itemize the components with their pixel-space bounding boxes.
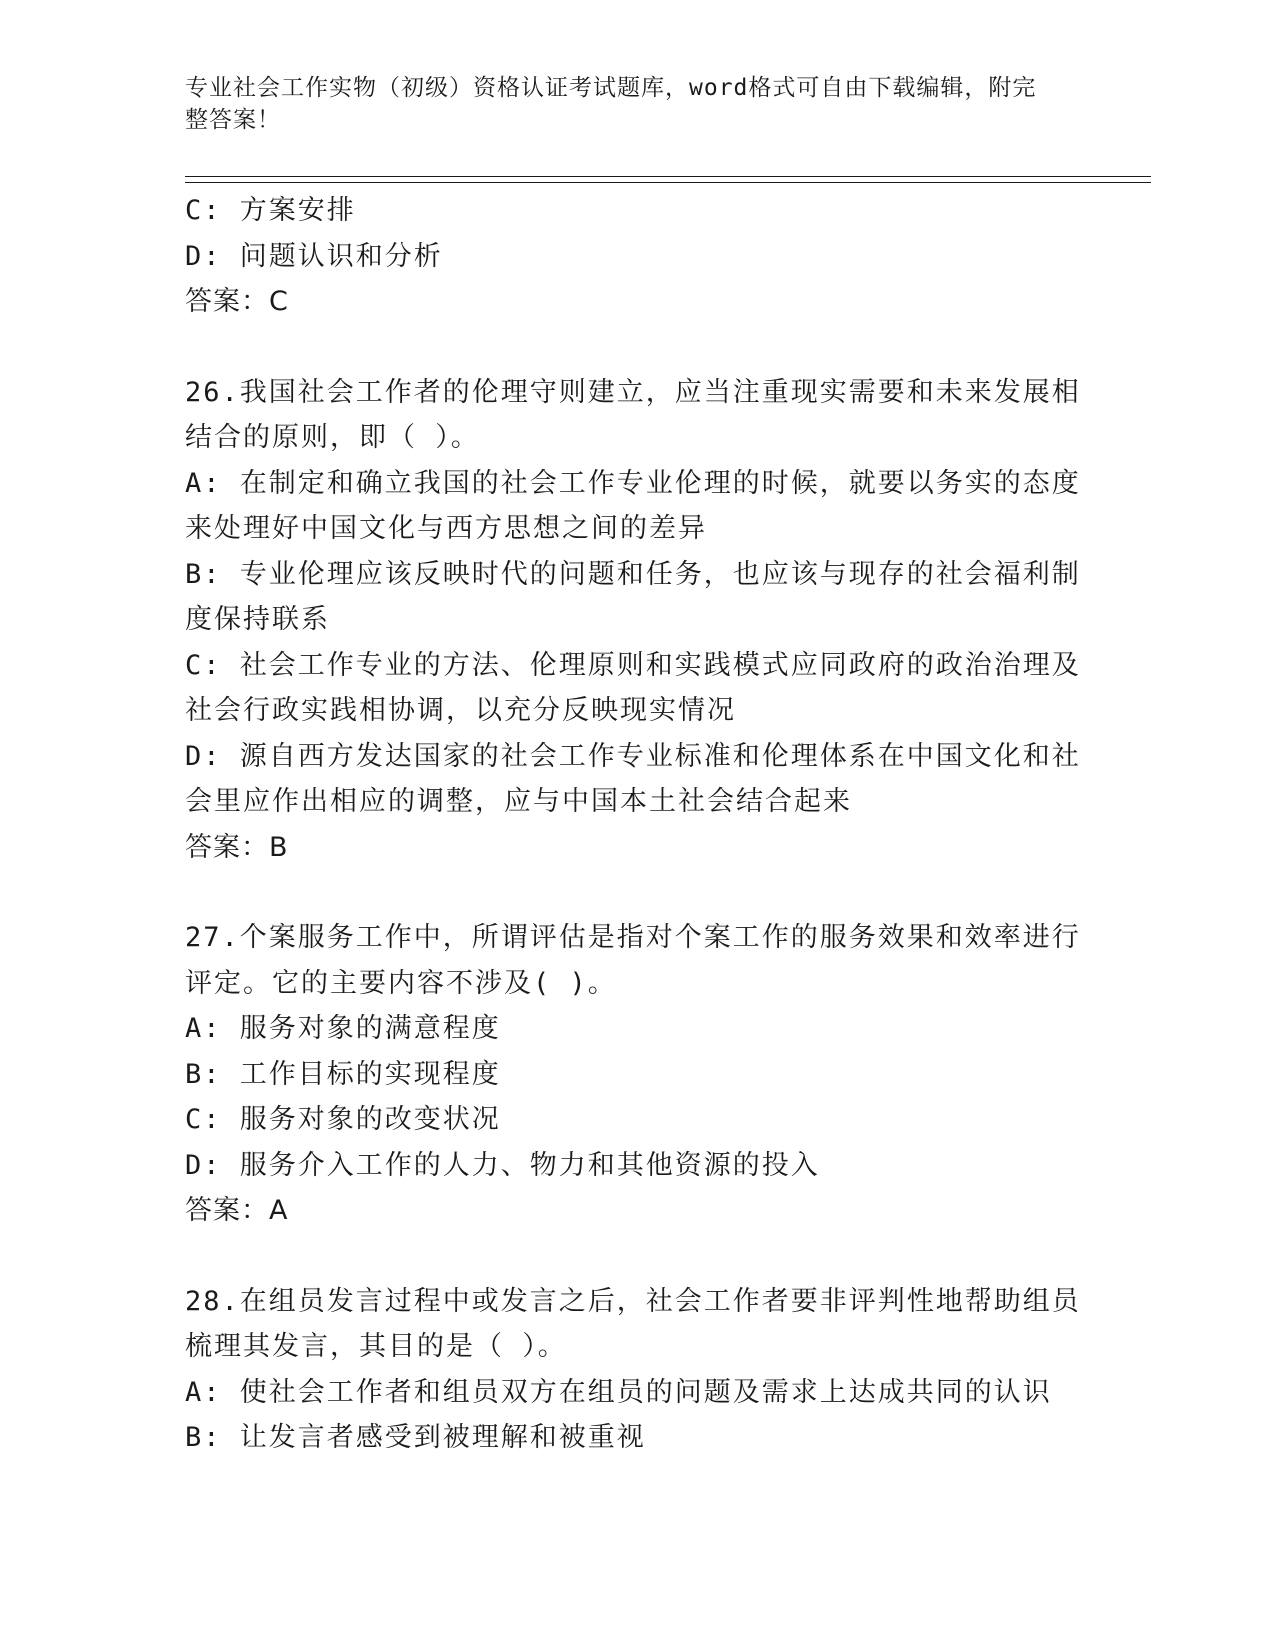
option-b: B: 让发言者感受到被理解和被重视 xyxy=(185,1422,646,1453)
option-b: B: 工作目标的实现程度 xyxy=(185,1058,501,1090)
spacer xyxy=(185,1234,1085,1279)
option-d: D: 服务介入工作的人力、物力和其他资源的投入 xyxy=(185,1149,820,1181)
spacer xyxy=(185,325,1085,370)
question-stem: 28.在组员发言过程中或发言之后，社会工作者要非评判性地帮助组员 xyxy=(185,1285,1081,1317)
header-line-2: 整答案！ xyxy=(185,107,281,133)
option-a: A: 服务对象的满意程度 xyxy=(185,1013,501,1044)
option-c: C: 方案安排 xyxy=(185,195,356,226)
page-header xyxy=(185,72,1065,136)
option-d: D: 源自西方发达国家的社会工作专业标准和伦理体系在中国文化和社 xyxy=(185,740,1081,772)
question-25-tail xyxy=(185,188,1085,325)
answer-line: 答案：A xyxy=(185,1195,289,1226)
option-d: D: 问题认识和分析 xyxy=(185,240,443,272)
header-divider-bottom xyxy=(185,182,1151,183)
question-28 xyxy=(185,1279,1085,1461)
question-stem: 27.个案服务工作中，所谓评估是指对个案工作的服务效果和效率进行 xyxy=(185,922,1081,953)
option-c: C: 服务对象的改变状况 xyxy=(185,1104,501,1135)
question-27 xyxy=(185,915,1085,1234)
option-a: A: 在制定和确立我国的社会工作专业伦理的时候，就要以务实的态度 xyxy=(185,467,1081,499)
answer-line: 答案：C xyxy=(185,286,289,317)
option-a-cont: 来处理好中国文化与西方思想之间的差异 xyxy=(185,513,707,544)
option-a: A: 使社会工作者和组员双方在组员的问题及需求上达成共同的认识 xyxy=(185,1376,1052,1408)
option-b: B: 专业伦理应该反映时代的问题和任务，也应该与现存的社会福利制 xyxy=(185,558,1081,590)
question-stem-cont: 梳理其发言，其目的是（ ）。 xyxy=(185,1331,567,1362)
option-c: C: 社会工作专业的方法、伦理原则和实践模式应同政府的政治治理及 xyxy=(185,649,1081,681)
question-stem-cont: 结合的原则，即（ ）。 xyxy=(185,422,480,453)
question-stem-cont: 评定。它的主要内容不涉及( )。 xyxy=(185,967,617,999)
option-d-cont: 会里应作出相应的调整，应与中国本土社会结合起来 xyxy=(185,786,852,817)
answer-line: 答案：B xyxy=(185,831,289,863)
spacer xyxy=(185,870,1085,915)
header-line-1: 专业社会工作实物（初级）资格认证考试题库，word格式可自由下载编辑，附完 xyxy=(185,75,1037,101)
option-b-cont: 度保持联系 xyxy=(185,604,330,635)
document-body xyxy=(185,188,1085,1461)
question-stem: 26.我国社会工作者的伦理守则建立，应当注重现实需要和未来发展相 xyxy=(185,376,1081,408)
question-26 xyxy=(185,370,1085,871)
header-divider-top xyxy=(185,176,1151,177)
option-c-cont: 社会行政实践相协调，以充分反映现实情况 xyxy=(185,695,736,726)
